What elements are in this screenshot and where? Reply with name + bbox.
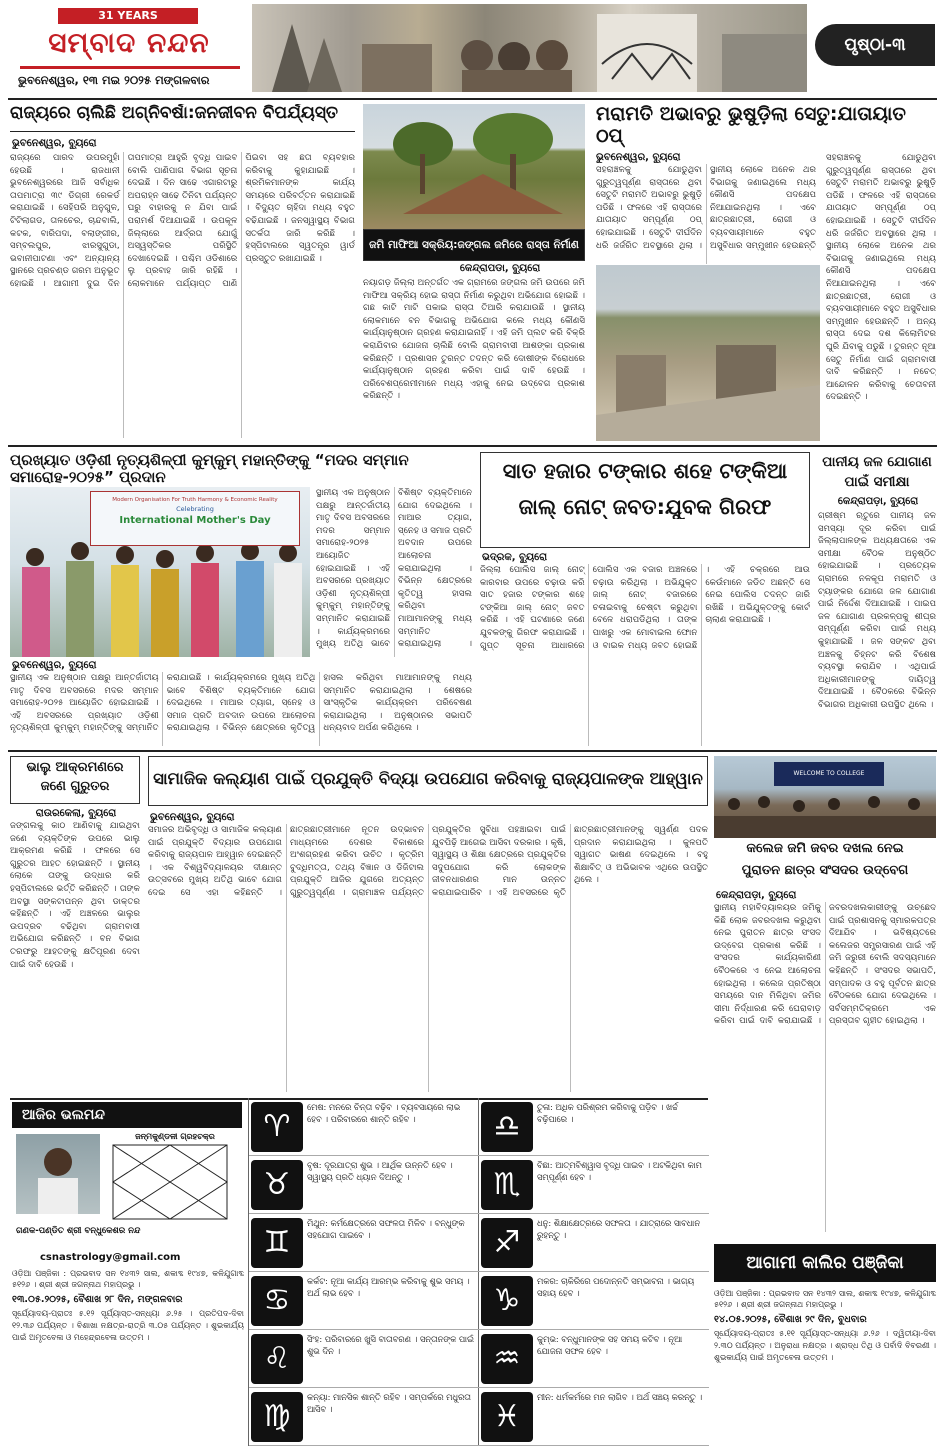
tomorrow-panjika-title: ଆଗାମୀ କାଲିର ପଞ୍ଜିକା [714,1244,936,1282]
dateline: ଭୁବନେଶ୍ୱର, ୧୩ ମଇ ୨୦୨୫ ମଙ୍ଗଳବାର [18,73,210,87]
collage-art [252,4,807,92]
leo-icon: ♌ [251,1334,303,1384]
page-number-tab: ପୃଷ୍ଠା-୩ [815,24,935,66]
section-rule [8,750,937,752]
land-mafia-caption: ଜମି ମାଫିଆ ସକ୍ରିୟ:ଜଙ୍ଗଲ ଜମିରେ ରାସ୍ତା ନିର୍ମାଣ [369,239,579,251]
water-supply-body: ଗ୍ରୀଷ୍ମ ଋତୁରେ ପାନୀୟ ଜଳ ସମସ୍ୟା ଦୂର କରିବା ପାଇଁ ଜିଲ୍ଲାପାଳଙ୍କ ଅଧ୍ୟକ୍ଷତାରେ ଏକ ସମୀକ୍ଷା ବୈଠକ ଅନୁଷ୍ଠିତ ହୋଇଯାଇଛି । ପ୍ରତ୍ୟେକ ଗ୍ରାମରେ ନଳକୂପ ମରାମତି ଓ ଟ୍ୟାଙ୍କର ଯୋଗେ ଜଳ ଯୋଗାଣ ପାଇଁ ନିର୍ଦ୍ଦେଶ ଦିଆଯାଇଛି । ପାଇପ ଜଳ ଯୋଗାଣ ପ୍ରକଳ୍ପକୁ ଶୀଘ୍ର ସମ୍ପୂର୍ଣ୍ଣ କରିବା ପାଇଁ ମଧ୍ୟ କୁହାଯାଇଛି । ଜଳ ସଙ୍କଟ ଥିବା ଅଞ୍ଚଳକୁ ଚିହ୍ନଟ କରି ବିଶେଷ ବ୍ୟବସ୍ଥା କରାଯିବ । ଏଥିପାଇଁ ଅଧିକାରୀମାନଙ୍କୁ ଦାୟିତ୍ୱ ଦିଆଯାଇଛି । ବୈଠକରେ ବିଭିନ୍ନ ବିଭାଗର ଅଧିକାରୀ ଉପସ୍ଥିତ ଥିଲେ । [818,511,936,710]
zodiac-row-virgo [249,1388,479,1446]
bear-attack-body: ଜଙ୍ଗଲକୁ କାଠ ଆଣିବାକୁ ଯାଇଥିବା ଜଣେ ବ୍ୟକ୍ତିଙ୍କ ଉପରେ ଭାଲୁ ଆକ୍ରମଣ କରିଛି । ଫଳରେ ସେ ଗୁରୁତର ଆହତ ହୋଇଛନ୍ତି । ସ୍ଥାନୀୟ ଲୋକେ ତାଙ୍କୁ ଉଦ୍ଧାର କରି ହସ୍ପିଟାଲରେ ଭର୍ତ୍ତି କରିଛନ୍ତି । ତାଙ୍କ ଅବସ୍ଥା ସଙ୍କଟାପନ୍ନ ଥିବା ଡାକ୍ତର କହିଛନ୍ତି । ଏହି ଅଞ୍ଚଳରେ ଭାଲୁର ଉପଦ୍ରବ ବଢିଥିବା ଗ୍ରାମବାସୀ ଅଭିଯୋଗ କରିଛନ୍ତି । ବନ ବିଭାଗ ତରଫରୁ ଆହତଙ୍କୁ କ୍ଷତିପୂରଣ ଦେବା ପାଇଁ ଦାବି ହେଉଛି । [10,821,140,970]
zodiac-row-aries [249,1098,479,1156]
zodiac-text: କର୍କଟ: ନୂଆ କାର୍ଯ୍ୟ ଆରମ୍ଭ କରିବାକୁ ଶୁଭ ସମୟ । ଅର୍ଥ ଲାଭ ହେବ । [307,1276,470,1298]
scorpio-icon: ♏ [481,1160,533,1210]
mother-award-body: ସ୍ଥାନୀୟ ଏକ ଅନୁଷ୍ଠାନ ପକ୍ଷରୁ ଆନ୍ତର୍ଜାତୀୟ ମାତୃ ଦିବସ ଅବସରରେ ମଦର ସମ୍ମାନ ସମାରୋହ-୨୦୨୫ ଆୟୋଜିତ ହୋଇଯାଇଛି । ଏହି ଅବସରରେ ପ୍ରଖ୍ୟାତ ଓଡ଼ିଶୀ ନୃତ୍ୟଶିଳ୍ପୀ କୁମ୍‌କୁମ୍ ମହାନ୍ତିଙ୍କୁ ସମ୍ମାନିତ କରାଯାଇଛି । କାର୍ଯ୍ୟକ୍ରମରେ ମୁଖ୍ୟ ଅତିଥି ଭାବେ ବିଶିଷ୍ଟ ବ୍ୟକ୍ତିମାନେ ଯୋଗ ଦେଇଥିଲେ । ମାଆର ତ୍ୟାଗ, ସ୍ନେହ ଓ ସମାଜ ପ୍ରତି ଅବଦାନ ଉପରେ ଆଲୋଚନା କରାଯାଇଥିଲା । ବିଭିନ୍ନ କ୍ଷେତ୍ରରେ କୃତିତ୍ୱ ହାସଲ କରିଥିବା ମାଆମାନଙ୍କୁ ମଧ୍ୟ ସମ୍ମାନିତ କରାଯାଇଥିଲା । ଶେଷରେ ସାଂସ୍କୃତିକ କାର୍ଯ୍ୟକ୍ରମ ପରିବେଷଣ କରାଯାଇଥିଲା । ଅନୁଷ୍ଠାନର ସଭାପତି ଧନ୍ୟବାଦ ଅର୍ପଣ କରିଥିଲେ । [10,673,472,734]
tree-illustration [363,104,585,229]
zodiac-row-capricorn [479,1272,709,1330]
bear-attack-byline: ରାଉରକେଲା, ବ୍ୟୁରୋ [35,808,117,819]
birth-chart [112,1144,228,1220]
zodiac-row-libra [479,1098,709,1156]
zodiac-text: ତୁଳା: ଅଧିକ ପରିଶ୍ରମ କରିବାକୁ ପଡ଼ିବ । ଖର୍ଚ୍ଚ ବଢ଼ିପାରେ । [537,1102,678,1124]
divider [10,131,355,132]
tomorrow-date: ୧୪.୦୫.୨୦୨୫, ବୈଶାଖ ୨୯ ଦିନ, ବୁଧବାର [714,1314,867,1325]
masthead [0,0,945,98]
bridge-illustration [596,265,820,441]
heat-wave-body: ରାଜ୍ୟରେ ପାରଦ ଉପରମୁହାଁ ହେଉଛି । ରାଜଧାନୀ ଭୁବନେଶ୍ୱରରେ ଆଜି ସର୍ବାଧିକ ତାପମାତ୍ରା ୩୯ ଡିଗ୍ରୀ ରେକର୍ଡ କରାଯାଇଛି । ସେହିପରି ଅନୁଗୁଳ, ଟିଟିଲାଗଡ, ତାଳଚେର, ଚାନ୍ଦବାଲି, କଟକ, ବାରିପଦା, ବଲାଙ୍ଗୀର, ସମ୍ବଲପୁର, ଝାରସୁଗୁଡା, ଭବାନୀପାଟଣା ଏବଂ ଅନ୍ୟାନ୍ୟ ସ୍ଥାନରେ ପ୍ରଚଣ୍ଡ ଗରମ ଅନୁଭୂତ ହୋଇଛି । ଆଗାମୀ ଦୁଇ ଦିନ ତାପମାତ୍ରା ଆହୁରି ବୃଦ୍ଧି ପାଇବ ବୋଲି ପାଣିପାଗ ବିଭାଗ ସୂଚନା ଦେଇଛି । ଦିନ ସାଢେ ଏଗାରଟାରୁ ଅପରାହ୍ନ ସାଢେ ତିନିଟା ପର୍ଯ୍ୟନ୍ତ ଘରୁ ବାହାରକୁ ନ ଯିବା ପାଇଁ ପରାମର୍ଶ ଦିଆଯାଇଛି । ଉପକୂଳ ଜିଲ୍ଲାରେ ଆର୍ଦ୍ରତା ଯୋଗୁଁ ଅସ୍ୱସ୍ତିକର ପରିସ୍ଥିତି ଦେଖାଦେଇଛି । ପଶ୍ଚିମ ଓଡିଶାରେ ଲୁ ପ୍ରବାହ ଜାରି ରହିଛି । ଲୋକମାନେ ପର୍ଯ୍ୟାପ୍ତ ପାଣି ପିଇବା ସହ ଛତା ବ୍ୟବହାର କରିବାକୁ କୁହାଯାଇଛି । ଶ୍ରମିକମାନଙ୍କ କାର୍ଯ୍ୟ ସମୟରେ ପରିବର୍ତ୍ତନ କରାଯାଇଛି । ବିଦ୍ୟୁତ ଚାହିଦା ମଧ୍ୟ ବହୁତ ବଢିଯାଇଛି । ଜନସ୍ୱାସ୍ଥ୍ୟ ବିଭାଗ ସତର୍କତା ଜାରି କରିଛି । ହସ୍ପିଟାଲରେ ସ୍ୱତନ୍ତ୍ର ୱାର୍ଡ ପ୍ରସ୍ତୁତ ରଖାଯାଇଛି । [10,153,355,289]
governor-body: ସମାଜର ଅଭିବୃଦ୍ଧି ଓ ସାମାଜିକ କଲ୍ୟାଣ ପାଇଁ ପ୍ରଯୁକ୍ତି ବିଦ୍ୟାର ଉପଯୋଗ କରିବାକୁ ରାଜ୍ୟପାଳ ଆହ୍ୱାନ ଦେଇଛନ୍ତି । ଏକ ବିଶ୍ୱବିଦ୍ୟାଳୟର ଦୀକ୍ଷାନ୍ତ ଉତ୍ସବରେ ମୁଖ୍ୟ ଅତିଥି ଭାବେ ଯୋଗ ଦେଇ ସେ ଏହା କହିଛନ୍ତି । ଛାତ୍ରଛାତ୍ରୀମାନେ ନୂତନ ଉଦ୍ଭାବନ ମାଧ୍ୟମରେ ଦେଶର ବିକାଶରେ ଅଂଶଗ୍ରହଣ କରିବା ଉଚିତ । କୃତ୍ରିମ ବୁଦ୍ଧିମତ୍ତା, ତଥ୍ୟ ବିଜ୍ଞାନ ଓ ଡିଜିଟାଲ ପ୍ରଯୁକ୍ତି ଆଜିର ଯୁଗରେ ଅତ୍ୟନ୍ତ ଗୁରୁତ୍ୱପୂର୍ଣ୍ଣ । ଗ୍ରାମାଞ୍ଚଳ ପର୍ଯ୍ୟନ୍ତ ପ୍ରଯୁକ୍ତିର ସୁବିଧା ପହଞ୍ଚାଇବା ପାଇଁ ଯୁବପିଢ଼ି ଆଗେଇ ଆସିବା ଦରକାର । କୃଷି, ସ୍ୱାସ୍ଥ୍ୟ ଓ ଶିକ୍ଷା କ୍ଷେତ୍ରରେ ପ୍ରଯୁକ୍ତିର ସଦୁପଯୋଗ କରି ଲୋକଙ୍କ ଜୀବନଧାରଣର ମାନ ଉନ୍ନତ କରାଯାଇପାରିବ । ଏହି ଅବସରରେ କୃତି ଛାତ୍ରଛାତ୍ରୀମାନଙ୍କୁ ସ୍ୱର୍ଣ୍ଣ ପଦକ ପ୍ରଦାନ କରାଯାଇଥିଲା । କୁଳପତି ସ୍ୱାଗତ ଭାଷଣ ଦେଇଥିଲେ । ବହୁ ଶିକ୍ଷାବିତ୍ ଓ ଅଭିଭାବକ ଏଥିରେ ଉପସ୍ଥିତ ଥିଲେ । [148,825,708,898]
mother-award-body-right: ସ୍ଥାନୀୟ ଏକ ଅନୁଷ୍ଠାନ ପକ୍ଷରୁ ଆନ୍ତର୍ଜାତୀୟ ମାତୃ ଦିବସ ଅବସରରେ ମଦର ସମ୍ମାନ ସମାରୋହ-୨୦୨୫ ଆୟୋଜିତ ହୋଇଯାଇଛି । ଏହି ଅବସରରେ ପ୍ରଖ୍ୟାତ ଓଡ଼ିଶୀ ନୃତ୍ୟଶିଳ୍ପୀ କୁମ୍‌କୁମ୍ ମହାନ୍ତିଙ୍କୁ ସମ୍ମାନିତ କରାଯାଇଛି । କାର୍ଯ୍ୟକ୍ରମରେ ମୁଖ୍ୟ ଅତିଥି ଭାବେ ବିଶିଷ୍ଟ ବ୍ୟକ୍ତିମାନେ ଯୋଗ ଦେଇଥିଲେ । ମାଆର ତ୍ୟାଗ, ସ୍ନେହ ଓ ସମାଜ ପ୍ରତି ଅବଦାନ ଉପରେ ଆଲୋଚନା କରାଯାଇଥିଲା । ବିଭିନ୍ନ କ୍ଷେତ୍ରରେ କୃତିତ୍ୱ ହାସଲ କରିଥିବା ମାଆମାନଙ୍କୁ ମଧ୍ୟ ସମ୍ମାନିତ କରାଯାଇଥିଲା । [316,488,472,650]
zodiac-text: ମୀନ: ଧର୍ମକର୍ମରେ ମନ ଲାଗିବ । ଅର୍ଥ ସଞ୍ଚୟ କରନ୍ତୁ । [537,1392,703,1402]
land-mafia-body: ନୟାଗଡ଼ ଜିଲ୍ଲା ଅନ୍ତର୍ଗତ ଏକ ଗ୍ରାମରେ ଜଙ୍ଗଲ ଜମି ଉପରେ ଜମି ମାଫିଆ ସକ୍ରିୟ ହୋଇ ରାସ୍ତା ନିର୍ମାଣ କରୁଥିବା ଅଭିଯୋଗ ହୋଇଛି । ଗଛ କାଟି ମାଟି ପକାଇ ରାସ୍ତା ତିଆରି କରାଯାଉଛି । ସ୍ଥାନୀୟ ଲୋକମାନେ ବନ ବିଭାଗକୁ ଅଭିଯୋଗ କଲେ ମଧ୍ୟ କୌଣସି କାର୍ଯ୍ୟାନୁଷ୍ଠାନ ଗ୍ରହଣ କରାଯାଇନାହିଁ । ଏହି ଜମି ପ୍ଲଟ କରି ବିକ୍ରି କରାଯିବାର ଯୋଜନା ଚାଲିଛି ବୋଲି ଗ୍ରାମବାସୀ ଆଶଙ୍କା ପ୍ରକାଶ କରିଛନ୍ତି । ପ୍ରଶାସନ ତୁରନ୍ତ ତଦନ୍ତ କରି ଦୋଷୀଙ୍କ ବିରୋଧରେ କାର୍ଯ୍ୟାନୁଷ୍ଠାନ ଗ୍ରହଣ କରିବା ପାଇଁ ଦାବି ହେଉଛି । ପରିବେଶପ୍ରେମୀମାନେ ମଧ୍ୟ ଏହାକୁ ନେଇ ଉଦ୍‌ବେଗ ପ୍ରକାଶ କରିଛନ୍ତି । [363,278,585,402]
banner-text-2: Celebrating [176,505,214,513]
zodiac-text: ମେଷ: ମନରେ ଚିନ୍ତା ବଢ଼ିବ । ବ୍ୟବସାୟରେ ଲାଭ ହେବ । ପରିବାରରେ ଶାନ୍ତି ରହିବ । [307,1102,461,1124]
mother-award-photo [10,487,310,657]
mother-award-headline: ପ୍ରଖ୍ୟାତ ଓଡ଼ିଶୀ ନୃତ୍ୟଶିଳ୍ପୀ କୁମ୍‌କୁମ୍ ମହାନ୍ତିଙ୍କୁ “ମଦର ସମ୍ମାନ ସମାରୋହ-୨୦୨୫” ପ୍ରଦାନ [10,452,409,487]
water-supply-byline: କେନ୍ଦ୍ରାପଡ଼ା, ବ୍ୟୁରୋ [837,496,919,507]
zodiac-text: ବୃଷ: ଦୂରଯାତ୍ରା ଶୁଭ । ଆର୍ଥିକ ଉନ୍ନତି ହେବ । ସ୍ୱାସ୍ଥ୍ୟ ପ୍ରତି ଧ୍ୟାନ ଦିଅନ୍ତୁ । [307,1160,453,1182]
libra-icon: ♎ [481,1102,533,1152]
land-mafia-byline: କେନ୍ଦ୍ରାପଡା, ବ୍ୟୁରୋ [459,263,541,274]
zodiac-text: ସିଂହ: ପରିବାରରେ ଖୁସି ବାତାବରଣ । ସନ୍ତାନଙ୍କ ପାଇଁ ଶୁଭ ଦିନ । [307,1334,474,1356]
zodiac-grid [248,1098,708,1446]
governor-headline: ସାମାଜିକ କଲ୍ୟାଣ ପାଇଁ ପ୍ରଯୁକ୍ତି ବିଦ୍ୟା ଉପଯୋଗ କରିବାକୁ ରାଜ୍ୟପାଳଙ୍କ ଆହ୍ୱାନ [153,770,703,788]
water-supply-headline: ପାନୀୟ ଜଳ ଯୋଗାଣ ପାଇଁ ସମୀକ୍ଷା [822,454,932,490]
years-banner: 31 YEARS [58,8,198,24]
fake-notes-headline-1: ସାତ ହଜାର ଟଙ୍କାର ଶହେ ଟଙ୍କିଆ [502,459,788,483]
astrologer-name: ଗଣକ-ପଣ୍ଡିତ ଶ୍ରୀ ବନ୍ଧୁକେଶର ନନ୍ଦ [16,1226,141,1236]
fake-notes-headline-box [480,452,810,548]
horoscope-title-box: ଆଜିର ଭଲମନ୍ଦ [12,1102,242,1128]
zodiac-text: ଧନୁ: ଶିକ୍ଷାକ୍ଷେତ୍ରରେ ସଫଳତା । ଯାତ୍ରାରେ ସାବଧାନ ରୁହନ୍ତୁ । [537,1218,701,1240]
zodiac-row-cancer [249,1272,479,1330]
fake-notes-body: ଜିଲ୍ଲା ପୋଲିସ ଜାଲ୍ ନୋଟ୍ କାରବାର ଉପରେ ଚଢ଼ାଉ କରି ସାତ ହଜାର ଟଙ୍କାର ଶହେ ଟଙ୍କିଆ ଜାଲ୍ ନୋଟ୍ ଜବତ କରିଛି । ଏହି ଘଟଣାରେ ଜଣେ ଯୁବକଙ୍କୁ ଗିରଫ କରାଯାଇଛି । ଗୁପ୍ତ ସୂଚନା ଆଧାରରେ ପୋଲିସ ଏକ ବଜାର ଅଞ୍ଚଳରେ ଚଢ଼ାଉ କରିଥିଲା । ଅଭିଯୁକ୍ତ ଜାଲ୍ ନୋଟ୍ ବଜାରରେ ଚଳାଇବାକୁ ଚେଷ୍ଟା କରୁଥିବା ବେଳେ ଧରାପଡିଥିଲା । ତାଙ୍କ ପାଖରୁ ଏକ ମୋବାଇଲ ଫୋନ ଓ ବାଇକ ମଧ୍ୟ ଜବତ ହୋଇଛି । ଏହି ଚକ୍ରରେ ଆଉ କେଉଁମାନେ ଜଡିତ ଅଛନ୍ତି ସେ ନେଇ ପୋଲିସ ତଦନ୍ତ ଜାରି ରଖିଛି । ଅଭିଯୁକ୍ତଙ୍କୁ କୋର୍ଟ ଚାଲାଣ କରାଯାଇଛି । [480,565,810,651]
banner-text-1: Modern Organisation For Truth Harmony & Economic Reality [112,497,278,503]
tomorrow-panjika-text: ଓଡ଼ିଆ ପଞ୍ଜିକା : ପ୍ରଭବାଦ ସନ ୧୪୩୨ ସାଲ, ଶକାବ୍ଦ ୧୯୪୭, କଳିଯୁଗାବ୍ଦ ୫୧୨୬ । ଶ୍ରୀ ଶ୍ରୀ ଜଗନ୍ନାଥ ମହାପ୍ରଭୁ । [714,1289,936,1309]
masthead-rule [8,98,937,100]
zodiac-row-gemini [249,1214,479,1272]
land-mafia-caption-box [363,229,585,261]
tomorrow-panjika-details: ସୂର୍ଯ୍ୟୋଦୟ-ପ୍ରାତଃ ୫.୧୧ ସୂର୍ଯ୍ୟାସ୍ତ-ସନ୍ଧ୍ୟା ୬.୨୬ । ଦ୍ୱିତୀୟା-ଦିବା ୨.୩୦ ପର୍ଯ୍ୟନ୍ତ । ଅନୁରାଧା ନକ୍ଷତ୍ର । ଶ୍ରାଦ୍ଧ ତିଥି ଓ ପର୍ବାଦି ବିବରଣୀ । ଶୁଭକାର୍ଯ୍ୟ ପାଇଁ ଅମୃତବେଳା ଉତ୍ତମ । [714,1329,936,1362]
college-headline-2: ପୁରାତନ ଛାତ୍ର ସଂସଦର ଉଦ୍‌ବେଗ [741,864,909,878]
bridge-byline: ଭୁବନେଶ୍ୱର, ବ୍ୟୁରୋ [596,152,681,163]
today-panjika-details: ସୂର୍ଯ୍ୟୋଦୟ-ପ୍ରାତଃ ୫.୧୨ ସୂର୍ଯ୍ୟାସ୍ତ-ସନ୍ଧ୍ୟା ୬.୨୫ । ପ୍ରତିପଦ-ଦିବା ୧୨.୩୬ ପର୍ଯ୍ୟନ୍ତ । ବିଶାଖା ନକ୍ଷତ୍ର-ରାତ୍ରି ୩.୦୫ ପର୍ଯ୍ୟନ୍ତ । ଶୁଭକାର୍ଯ୍ୟ ପାଇଁ ଅମୃତବେଳା ଓ ମହେନ୍ଦ୍ରବେଳା ଉତ୍ତମ । [12,1309,244,1342]
header-collage [252,4,807,92]
banner-text-3: International Mother's Day [119,515,271,526]
bridge-headline: ମରାମତି ଅଭାବରୁ ଭୁଷୁଡ଼ିଲା ସେତୁ:ଯାତାୟାତ ଠପ୍ [596,104,906,147]
zodiac-row-taurus [249,1156,479,1214]
zodiac-text: କୁମ୍ଭ: ବନ୍ଧୁମାନଙ୍କ ସହ ସମୟ କଟିବ । ନୂଆ ଯୋଜନା ସଫଳ ହେବ । [537,1334,683,1356]
chart-label: ଜନ୍ମକୁଣ୍ଡଳୀ ଗ୍ରହଚକ୍ର [135,1132,215,1141]
section-rule [8,445,937,447]
aquarius-icon: ♒ [481,1334,533,1384]
college-byline: କେନ୍ଦ୍ରାପଡ଼ା, ବ୍ୟୁରୋ [716,890,797,901]
zodiac-text: କନ୍ୟା: ମାନସିକ ଶାନ୍ତି ରହିବ । ସମ୍ପର୍କରେ ମଧୁରତା ଆସିବ । [307,1392,471,1414]
event-banner [90,491,300,546]
college-banner: WELCOME TO COLLEGE [774,762,884,786]
college-headline-1: କଲେଜ ଜମି ଜବର ଦଖଲ ନେଇ [746,842,904,856]
heat-wave-headline: ରାଜ୍ୟରେ ଚାଲିଛି ଅଗ୍ନିବର୍ଷା:ଜନଜୀବନ ବିପର୍ଯ୍ୟସ୍ତ [10,104,339,123]
newspaper-logo: ସମ୍ବାଦ ନନ୍ଦନ [48,26,210,59]
today-panjika: ଓଡ଼ିଆ ପଞ୍ଜିକା : ପ୍ରଭବାଦ ସନ ୧୪୩୨ ସାଲ, ଶକାବ୍ଦ ୧୯୪୭, କଳିଯୁଗାବ୍ଦ ୫୧୨୬ । ଶ୍ରୀ ଶ୍ରୀ ଜଗନ୍ନାଥ ମହାପ୍ରଭୁ । [12,1269,244,1289]
governor-headline-box [148,756,708,806]
astrologer-portrait [16,1134,100,1214]
virgo-icon: ♍ [251,1392,303,1442]
fake-notes-byline: ଭଦ୍ରକ, ବ୍ୟୁରୋ [482,552,548,563]
land-mafia-photo [363,104,585,229]
bear-attack-headline-2: ଜଣେ ଗୁରୁତର [40,779,110,794]
pisces-icon: ♓ [481,1392,533,1442]
zodiac-row-scorpio [479,1156,709,1214]
bridge-body-left: ସହରାଞ୍ଚଳକୁ ଯୋଡୁଥିବା ଗୁରୁତ୍ୱପୂର୍ଣ୍ଣ ରାସ୍ତାରେ ଥିବା ସେତୁଟି ମରାମତି ଅଭାବରୁ ଭୁଷୁଡ଼ି ପଡିଛି । ଫଳରେ ଏହି ରାସ୍ତାରେ ଯାତାୟାତ ସମ୍ପୂର୍ଣ୍ଣ ଠପ୍ ହୋଇଯାଇଛି । ସେତୁଟି ଦୀର୍ଘଦିନ ଧରି ଜର୍ଜରିତ ଅବସ୍ଥାରେ ଥିଲା । ସ୍ଥାନୀୟ ଲୋକେ ଅନେକ ଥର ବିଭାଗକୁ ଜଣାଇଥିଲେ ମଧ୍ୟ କୌଣସି ପଦକ୍ଷେପ ନିଆଯାଇନଥିଲା । ଏବେ ଛାତ୍ରଛାତ୍ରୀ, ରୋଗୀ ଓ ବ୍ୟବସାୟୀମାନେ ବହୁତ ଅସୁବିଧାର ସମ୍ମୁଖୀନ ହେଉଛନ୍ତି [596,165,816,251]
astrologer-photo [16,1134,100,1214]
zodiac-text: ମକର: ଚାକିରିରେ ପଦୋନ୍ନତି ସମ୍ଭାବନା । ଭାଗ୍ୟ ସହାୟ ହେବ । [537,1276,695,1298]
governor-byline: ଭୁବନେଶ୍ୱର, ବ୍ୟୁରୋ [150,812,235,823]
zodiac-row-aquarius [479,1330,709,1388]
cancer-icon: ♋ [251,1276,303,1326]
bear-attack-headline-1: ଭାଲୁ ଆକ୍ରମଣରେ [26,761,124,775]
college-meeting-photo [714,756,936,838]
astrologer-email: csnastrology@gmail.com [40,1252,181,1263]
gemini-icon: ♊ [251,1218,303,1268]
aries-icon: ♈ [251,1102,303,1152]
taurus-icon: ♉ [251,1160,303,1210]
today-date: ୧୩.୦୫.୨୦୨୫, ବୈଶାଖ ୨୮ ଦିନ, ମଙ୍ଗଳବାର [12,1294,183,1305]
zodiac-row-pisces [479,1388,709,1446]
logo-underline [20,66,240,69]
bear-attack-headline-box [10,756,140,804]
zodiac-text: ମିଥୁନ: କର୍ମକ୍ଷେତ୍ରରେ ସଫଳତା ମିଳିବ । ବନ୍ଧୁଙ୍କ ସହଯୋଗ ପାଇବେ । [307,1218,465,1240]
bridge-photo [596,265,820,441]
zodiac-row-leo [249,1330,479,1388]
capricorn-icon: ♑ [481,1276,533,1326]
zodiac-text: ବିଛା: ଆତ୍ମବିଶ୍ୱାସ ବୃଦ୍ଧି ପାଇବ । ଅଟକିଥିବା କାମ ସମ୍ପୂର୍ଣ୍ଣ ହେବ । [537,1160,702,1182]
mother-award-byline: ଭୁବନେଶ୍ୱର, ବ୍ୟୁରୋ [12,660,97,671]
college-body: ସ୍ଥାନୀୟ ମହାବିଦ୍ୟାଳୟର ଜମିକୁ କିଛି ଲୋକ ଜବରଦଖଲ କରୁଥିବା ନେଇ ପୁରାତନ ଛାତ୍ର ସଂସଦ ଉଦ୍‌ବେଗ ପ୍ରକାଶ କରିଛି । ସଂସଦର କାର୍ଯ୍ୟକାରିଣୀ ବୈଠକରେ ଏ ନେଇ ଆଲୋଚନା ହୋଇଥିଲା । କଲେଜ ପ୍ରତିଷ୍ଠା ସମୟରେ ଦାନ ମିଳିଥିବା ଜମିର ସୀମା ନିର୍ଦ୍ଧାରଣ କରି ଘେରାବାଡ଼ କରିବା ପାଇଁ ଦାବି କରାଯାଇଛି । ଜବରଦଖଲକାରୀଙ୍କୁ ଉଚ୍ଛେଦ ପାଇଁ ପ୍ରଶାସନକୁ ସ୍ମାରକପତ୍ର ଦିଆଯିବ । ଭବିଷ୍ୟତରେ କଲେଜର ସମ୍ପ୍ରସାରଣ ପାଇଁ ଏହି ଜମି ଜରୁରୀ ବୋଲି ସଦସ୍ୟମାନେ କହିଛନ୍ତି । ସଂସଦର ସଭାପତି, ସମ୍ପାଦକ ଓ ବହୁ ପୂର୍ବତନ ଛାତ୍ର ବୈଠକରେ ଯୋଗ ଦେଇଥିଲେ । ସର୍ବସମ୍ମତିକ୍ରମେ ଏକ ପ୍ରସ୍ତାବ ଗୃହୀତ ହୋଇଥିଲା । [714,903,936,1027]
zodiac-row-sagittarius [479,1214,709,1272]
heat-wave-byline: ଭୁବନେଶ୍ୱର, ବ୍ୟୁରୋ [12,138,97,149]
fake-notes-headline-2: ଜାଲ୍ ନୋଟ୍ ଜବତ:ଯୁବକ ଗିରଫ [518,495,772,520]
sagittarius-icon: ♐ [481,1218,533,1268]
bridge-body-right: ସହରାଞ୍ଚଳକୁ ଯୋଡୁଥିବା ଗୁରୁତ୍ୱପୂର୍ଣ୍ଣ ରାସ୍ତାରେ ଥିବା ସେତୁଟି ମରାମତି ଅଭାବରୁ ଭୁଷୁଡ଼ି ପଡିଛି । ଫଳରେ ଏହି ରାସ୍ତାରେ ଯାତାୟାତ ସମ୍ପୂର୍ଣ୍ଣ ଠପ୍ ହୋଇଯାଇଛି । ସେତୁଟି ଦୀର୍ଘଦିନ ଧରି ଜର୍ଜରିତ ଅବସ୍ଥାରେ ଥିଲା । ସ୍ଥାନୀୟ ଲୋକେ ଅନେକ ଥର ବିଭାଗକୁ ଜଣାଇଥିଲେ ମଧ୍ୟ କୌଣସି ପଦକ୍ଷେପ ନିଆଯାଇନଥିଲା । ଏବେ ଛାତ୍ରଛାତ୍ରୀ, ରୋଗୀ ଓ ବ୍ୟବସାୟୀମାନେ ବହୁତ ଅସୁବିଧାର ସମ୍ମୁଖୀନ ହେଉଛନ୍ତି । ଅନ୍ୟ ରାସ୍ତା ଦେଇ ଦଶ କିଲୋମିଟର ଘୁରି ଯିବାକୁ ପଡୁଛି । ତୁରନ୍ତ ନୂଆ ସେତୁ ନିର୍ମାଣ ପାଇଁ ଗ୍ରାମବାସୀ ଦାବି କରିଛନ୍ତି । ନଚେତ୍ ଆନ୍ଦୋଳନ କରିବାକୁ ଚେତାବନୀ ଦେଇଛନ୍ତି । [826,153,936,403]
